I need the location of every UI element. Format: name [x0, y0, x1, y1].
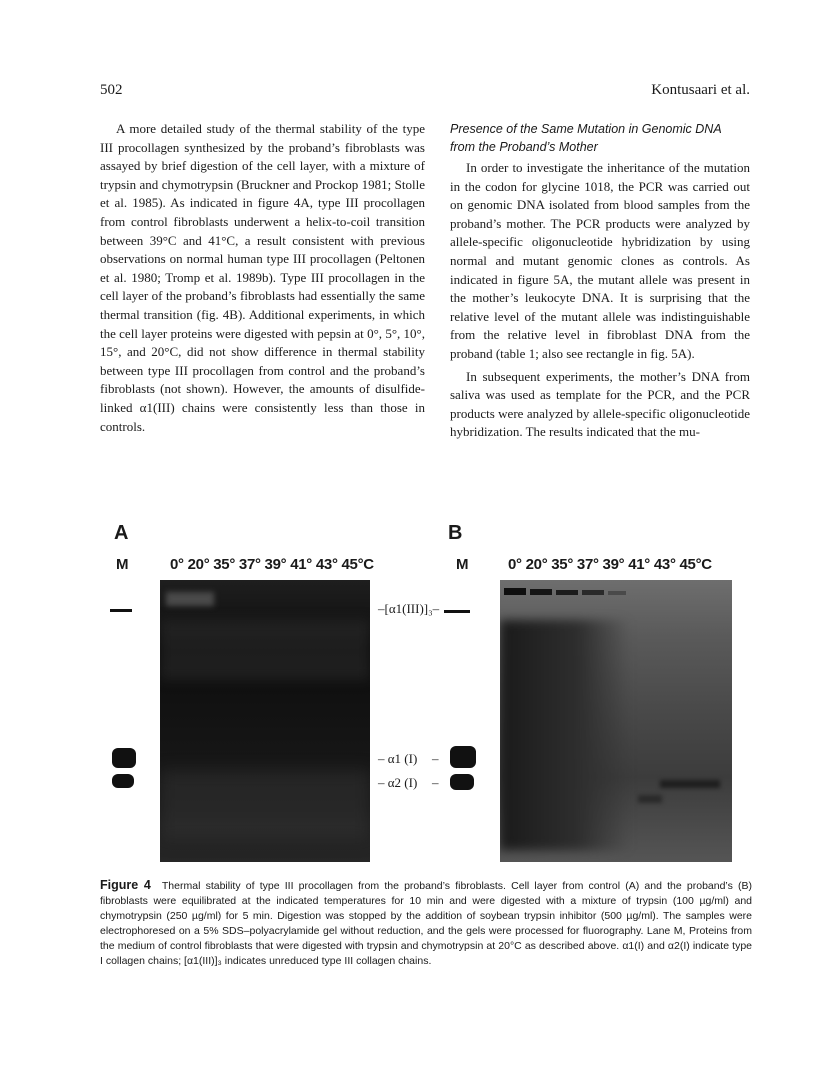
label-alpha1-i: – α1 (I) [378, 751, 418, 766]
panel-a-lane-labels: 0° 20° 35° 37° 39° 41° 43° 45°C [170, 556, 374, 573]
figure-caption [100, 878, 752, 969]
left-column [100, 120, 425, 436]
section-heading-line1: Presence of the Same Mutation in Genomic DNA [450, 122, 722, 136]
marker-band [450, 774, 474, 790]
paragraph: A more detailed study of the thermal stability of the type III procollagen synthesized by the proband’s fibroblasts was assayed by brief digestion of the cell layer, with a mixture of trypsin and chymotrypsin (Bruckner and Prockop 1981; Stolle et al. 1985). As indicated in figure 4A, type III procollagen from control fibroblasts underwent a helix-to-coil transition between 39°C and 41°C, a result consistent with previous observations on normal human type III procollagen (Peltonen et al. 1980; Tromp et al. 1989b). Type III procollagen in the cell layer of the proband’s fibroblasts had essentially the same thermal transition (fig. 4B). Additional experiments, in which the cell layer proteins were digested with pepsin at 0°, 5°, 10°, 15°, and 20°C, did not show difference in thermal stability between type III procollagen from control and the proband’s fibroblasts (not shown). However, the amounts of disulfide-linked α1(III) chains were consistently less than those in controls. [100, 121, 425, 434]
marker-band [110, 609, 132, 612]
gel-smear [160, 620, 370, 680]
panel-b-marker-label: M [456, 556, 469, 573]
gel-band [556, 590, 578, 595]
page-number: 502 [100, 82, 123, 98]
panel-b-lane-labels: 0° 20° 35° 37° 39° 41° 43° 45°C [508, 556, 712, 573]
marker-band [450, 746, 476, 768]
label-alpha1-iii-trimer: –[α1(III)]₃– [378, 601, 440, 616]
paragraph: In order to investigate the inheritance of the mutation in the codon for glycine 1018, the PCR was carried out on genomic DNA isolated from blood samples from the proband’s mother. The PCR products were analyzed by allele-specific oligonucleotide hybridization by using normal and mutant genomic clones as controls. As indicated in figure 5A, the mutant allele was present in the mother’s leukocyte DNA. It is surprising that the relative level of the mutant allele was indistinguishable from the relative level in fibroblast DNA from the proband (table 1; also see rectangle in fig. 5A). [450, 160, 750, 361]
gel-band [166, 592, 214, 606]
gel-band [660, 780, 720, 788]
gel-band [608, 591, 626, 595]
gel-band [504, 588, 526, 595]
gel-band [582, 590, 604, 595]
gel-image-b [500, 580, 732, 862]
right-column [450, 120, 750, 442]
figure-caption-label: Figure 4 [100, 878, 151, 892]
marker-band [112, 774, 134, 788]
panel-a-marker-lane [108, 580, 148, 862]
panel-a-marker-label: M [116, 556, 129, 573]
gel-band [638, 795, 662, 803]
label-alpha2-dash: – [432, 775, 439, 790]
panel-b-marker-lane [440, 580, 498, 862]
gel-band [530, 589, 552, 595]
label-alpha1-dash: – [432, 751, 439, 766]
figure-caption-text: Thermal stability of type III procollagen from the proband’s fibroblasts. Cell layer from control (A) and the proband’s (B) fibroblasts were equilibrated at the indicated temperatures for 10 min and were digested with a mixture of trypsin (100 µg/ml) and chymotrypsin (250 µg/ml) for 5 min. Digestion was stopped by the addition of soybean trypsin inhibitor (500 µg/ml). The samples were electrophoresed on a 5% SDS–polyacrylamide gel without reduction, and the gels were processed for fluorography. Lane M, Proteins from the medium of control fibroblasts that were digested with trypsin and chymotrypsin at 20°C as described above. α1(I) and α2(I) indicate type I collagen chains; [α1(III)]₃ indicates unreduced type III collagen chains. [100, 880, 752, 967]
marker-band [112, 748, 136, 768]
running-head: Kontusaari et al. [651, 82, 750, 98]
gel-image-a [160, 580, 370, 862]
panel-a-letter: A [114, 522, 129, 544]
label-alpha2-i: – α2 (I) [378, 775, 418, 790]
gel-smear [500, 620, 630, 850]
marker-band [444, 610, 470, 613]
gel-smear [160, 770, 370, 840]
section-heading [450, 120, 750, 156]
panel-b-letter: B [448, 522, 463, 544]
paragraph: In subsequent experiments, the mother’s DNA from saliva was used as template for the PCR, and the PCR products were analyzed by allele-specific oligonucleotide hybridization. The results indicated that the mu- [450, 368, 750, 440]
section-heading-line2: from the Proband’s Mother [450, 140, 598, 154]
